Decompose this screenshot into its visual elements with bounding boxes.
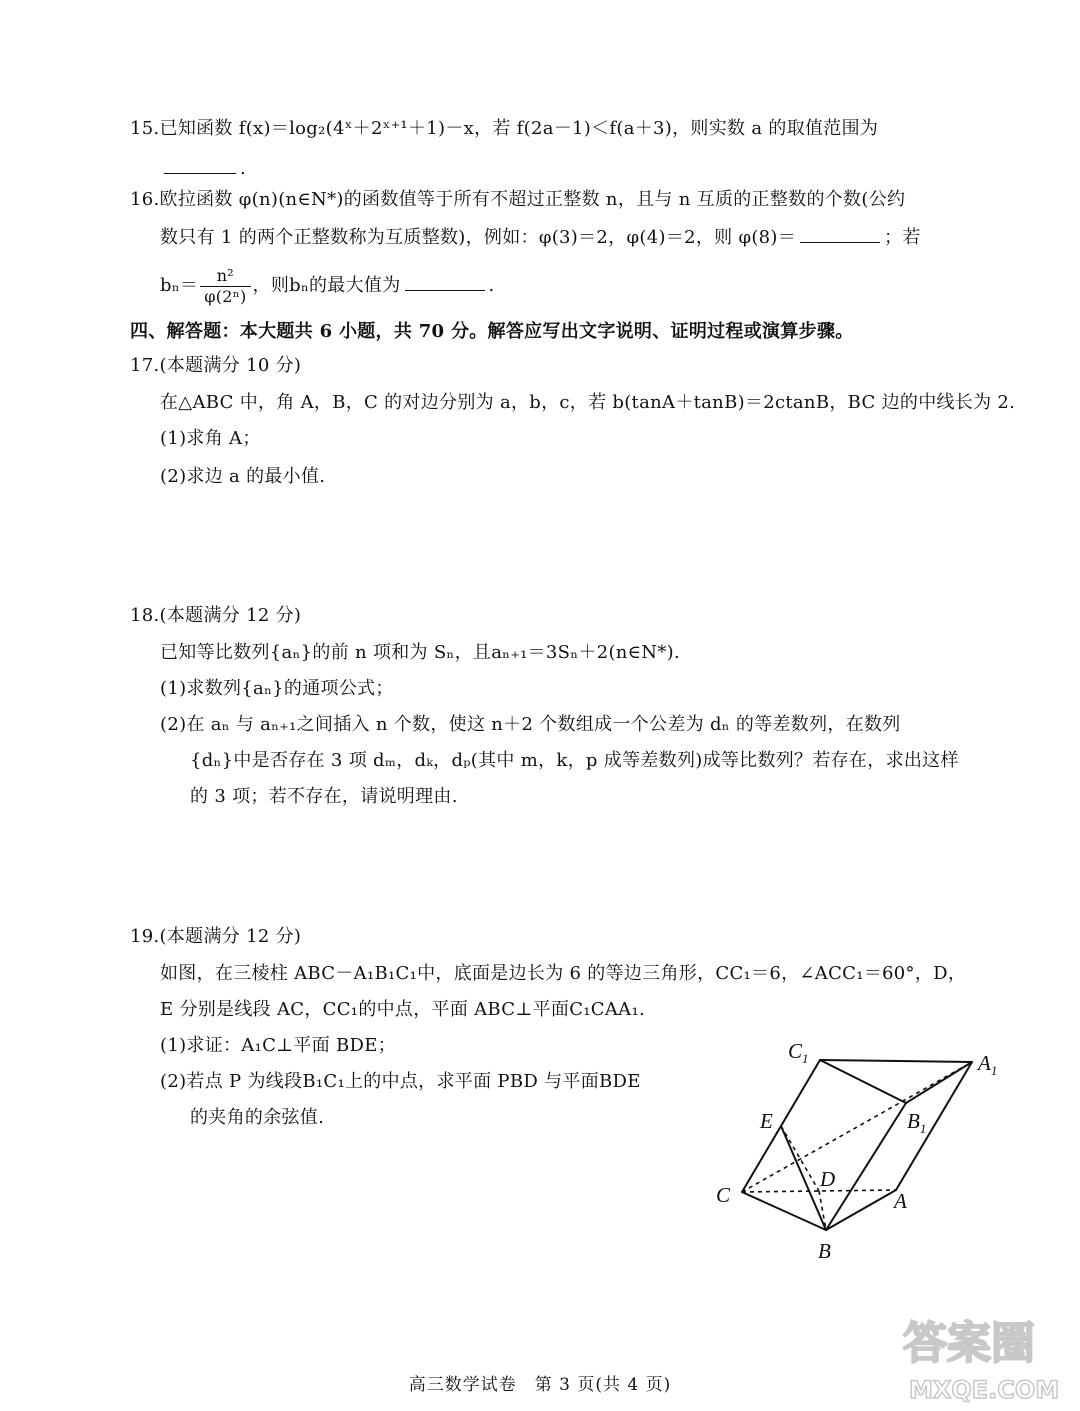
edge-B1-A1: [906, 1062, 972, 1103]
q18-stem: 已知等比数列{aₙ}的前 n 项和为 Sₙ，且aₙ₊₁＝3Sₙ＋2(n∈N*).: [160, 642, 680, 663]
label-E: E: [760, 1109, 773, 1133]
q15-answer-blank: .: [160, 157, 246, 181]
dashed-C-A1: [742, 1062, 972, 1192]
label-C: C: [716, 1183, 731, 1207]
q18-part2-line3: 的 3 项；若不存在，请说明理由.: [190, 786, 458, 807]
q17-part2: (2)求边 a 的最小值.: [160, 466, 326, 487]
q19-title: 19.(本题满分 12 分): [130, 926, 302, 947]
q17-stem: 在△ABC 中，角 A，B，C 的对边分别为 a，b，c，若 b(tanA＋tanB)＝2ctanB，BC 边的中线长为 2.: [160, 392, 1016, 413]
q16-line3-text: ，则bₙ的最大值为: [252, 275, 401, 296]
q17-part1: (1)求角 A；: [160, 428, 261, 449]
q19-part2-line2: 的夹角的余弦值.: [190, 1107, 325, 1128]
edge-B-A: [826, 1190, 896, 1230]
q16-fraction: [200, 266, 250, 307]
q15-line1: 15.已知函数 f(x)＝log₂(4ˣ＋2ˣ⁺¹＋1)－x，若 f(2a－1)＜f(a＋3)，则实数 a 的取值范围为: [130, 118, 879, 139]
q16-line3: bₙ＝ $\frac{\text{n²}}{\text{φ(2ⁿ)}}$ ，则bₙ的最大值为 .: [160, 265, 495, 306]
q16-line2-text: 数只有 1 的两个正整数称为互质整数)，例如：φ(3)＝2，φ(4)＝2，则 φ(8)＝: [160, 227, 797, 248]
prism-figure: [700, 1030, 1030, 1270]
q16-bn: bₙ＝: [160, 275, 199, 296]
label-D: D: [820, 1167, 836, 1191]
q18-part2-line1: (2)在 aₙ 与 aₙ₊₁之间插入 n 个数，使这 n＋2 个数组成一个公差为 dₙ 的等差数列，在数列: [160, 714, 901, 735]
q19-part1: (1)求证：A₁C⊥平面 BDE；: [160, 1035, 397, 1056]
q18-part2-line2: {dₙ}中是否存在 3 项 dₘ，dₖ，dₚ(其中 m，k，p 成等差数列)成等比数列？若存在，求出这样: [190, 750, 959, 771]
q16-fraction-num: n²: [200, 266, 250, 287]
svg-text:答案圈: 答案圈: [903, 1318, 1035, 1369]
q16-line1: 16.欧拉函数 φ(n)(n∈N*)的函数值等于所有不超过正整数 n，且与 n 互质的正整数的个数(公约: [130, 189, 906, 210]
label-A1: $A_1$: [978, 1051, 998, 1078]
watermark-logo: [895, 1310, 1075, 1406]
q18-part1: (1)求数列{aₙ}的通项公式；: [160, 678, 394, 699]
label-C1: $C_1$: [788, 1039, 809, 1066]
svg-text:MXQE.COM: MXQE.COM: [909, 1376, 1060, 1404]
q19-stem-line2: E 分别是线段 AC，CC₁的中点，平面 ABC⊥平面C₁CAA₁.: [160, 999, 645, 1020]
q16-line2: [160, 226, 921, 250]
q16-blank-2: [405, 290, 485, 291]
label-B: B: [818, 1239, 831, 1263]
edge-C1-A1: [820, 1060, 972, 1062]
q17-title: 17.(本题满分 10 分): [130, 355, 302, 376]
label-A: A: [894, 1189, 907, 1213]
q19-part2-line1: (2)若点 P 为线段B₁C₁上的中点，求平面 PBD 与平面BDE: [160, 1071, 641, 1092]
edge-C1-B1: [820, 1060, 906, 1103]
q16-line2-tail: ；若: [884, 227, 921, 248]
section-heading: 四、解答题：本大题共 6 小题，共 70 分。解答应写出文字说明、证明过程或演算步骤。: [130, 321, 854, 342]
q18-title: 18.(本题满分 12 分): [130, 605, 302, 626]
q19-stem-line1: 如图，在三棱柱 ABC－A₁B₁C₁中，底面是边长为 6 的等边三角形，CC₁＝6，∠ACC₁＝60°，D，: [160, 963, 967, 984]
page-footer: 高三数学试卷 第 3 页(共 4 页): [408, 1375, 672, 1395]
edge-C-B: [742, 1192, 826, 1230]
q16-fraction-den: φ(2ⁿ): [204, 286, 247, 306]
label-B1: $B_1$: [907, 1109, 927, 1136]
q16-blank-1: [800, 242, 880, 243]
